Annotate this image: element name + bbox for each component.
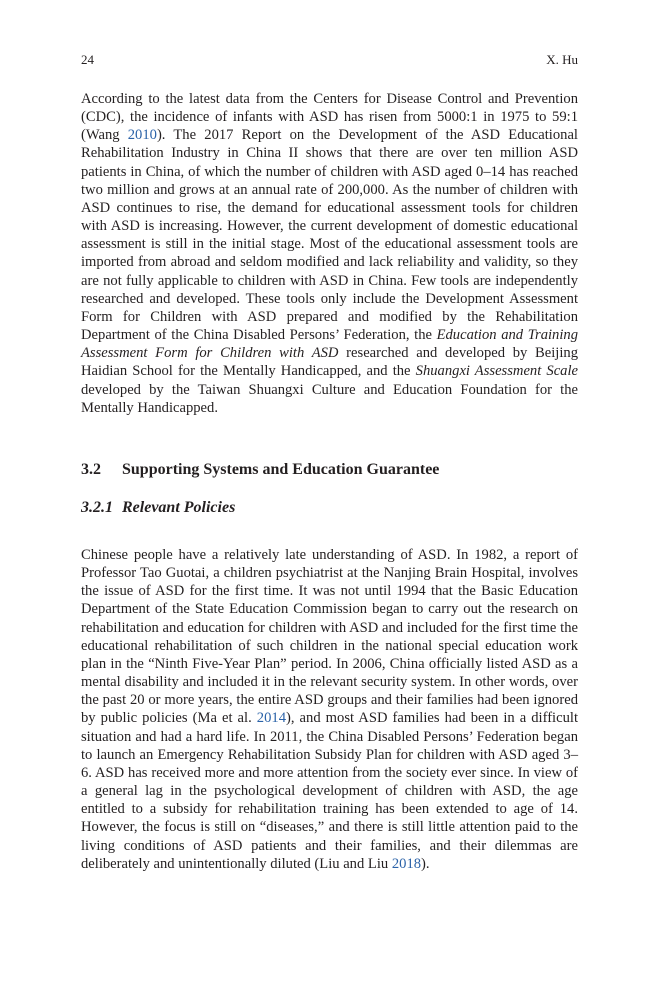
paragraph-relevant-policies: [81, 546, 578, 873]
citation-wang-2010[interactable]: 2010: [127, 127, 157, 144]
subsection-title: Relevant Policies: [122, 499, 236, 516]
paragraph-text: researched and developed by Beijing Haidian School for the Mentally Handicapped, and the: [81, 345, 579, 380]
paragraph-text: developed by the Taiwan Shuangxi Culture and Education Foundation for the Mentally Handicapped.: [81, 381, 578, 416]
page-number: 24: [81, 52, 94, 67]
paragraph-text: ). The 2017 Report on the Development of the ASD Educational Rehabilitation Industry in China II shows that there are over ten million ASD patients in China, of which the number of children with ASD aged 0–14 has reached two million and grows at an annual rate of 200,000. As the number of children with ASD continues to rise, the demand for educational assessment tools for children with ASD is increasing. However, the current development of domestic educational assessment is still in the initial stage. Most of the educational assessment tools are imported from abroad and seldom modified and lack reliability and validity, so they are not fully applicable to children with ASD in China. Few tools are independently researched and developed. These tools only include the Development Assessment Form for Children with ASD prepared and modified by the Rehabilitation Department of the China Disabled Persons’ Federation, the: [81, 127, 578, 344]
citation-ma-2014[interactable]: 2014: [256, 710, 286, 727]
paragraph-text: ).: [421, 855, 430, 872]
title-italic: Education and Training Assessment Form for Children with ASD: [81, 327, 578, 362]
subsection-number: 3.2.1: [81, 499, 113, 516]
subsection-heading: [81, 498, 235, 518]
title-italic: Shuangxi Assessment Scale: [415, 363, 578, 380]
paragraph-asd-incidence: [81, 90, 578, 417]
running-head-author: X. Hu: [546, 52, 578, 67]
section-title: Supporting Systems and Education Guarantee: [122, 461, 440, 478]
paragraph-text: According to the latest data from the Centers for Disease Control and Prevention (CDC), the incidence of infants with ASD has risen from 5000:1 in 1975 to 59:1 (Wang: [81, 91, 578, 144]
running-header: [81, 51, 578, 69]
paragraph-text: Chinese people have a relatively late understanding of ASD. In 1982, a report of Professor Tao Guotai, a children psychiatrist at the Nanjing Brain Hospital, involves the issue of ASD for the first time. It was not until 1994 that the Basic Education Department of the State Education Commission began to carry out the research on rehabilitation and education for children with ASD and included for the first time the educational rehabilitation of such children in the national special education work plan in the “Ninth Five-Year Plan” period. In 2006, China officially listed ASD as a mental disability and included it in the relevant security system. In other words, over the past 20 or more years, the entire ASD groups and their families had been ignored by public policies (Ma et al.: [81, 547, 578, 727]
paragraph-text: ), and most ASD families had been in a difficult situation and had a hard life. In 2011, the China Disabled Persons’ Federation began to launch an Emergency Rehabilitation Subsidy Plan for children with ASD aged 3–6. ASD has received more and more attention from the society ever since. In view of a general lag in the psychological development of children with ASD, the age entitled to a subsidy for rehabilitation training has been extended to age of 14. However, the focus is still on “diseases,” and there is still little attention paid to the living conditions of ASD patients and their families, and their dilemmas are deliberately and unintentionally diluted (Liu and Liu: [81, 710, 578, 872]
section-number: 3.2: [81, 461, 101, 478]
citation-liu-2018[interactable]: 2018: [391, 855, 422, 872]
section-heading: [81, 460, 439, 480]
